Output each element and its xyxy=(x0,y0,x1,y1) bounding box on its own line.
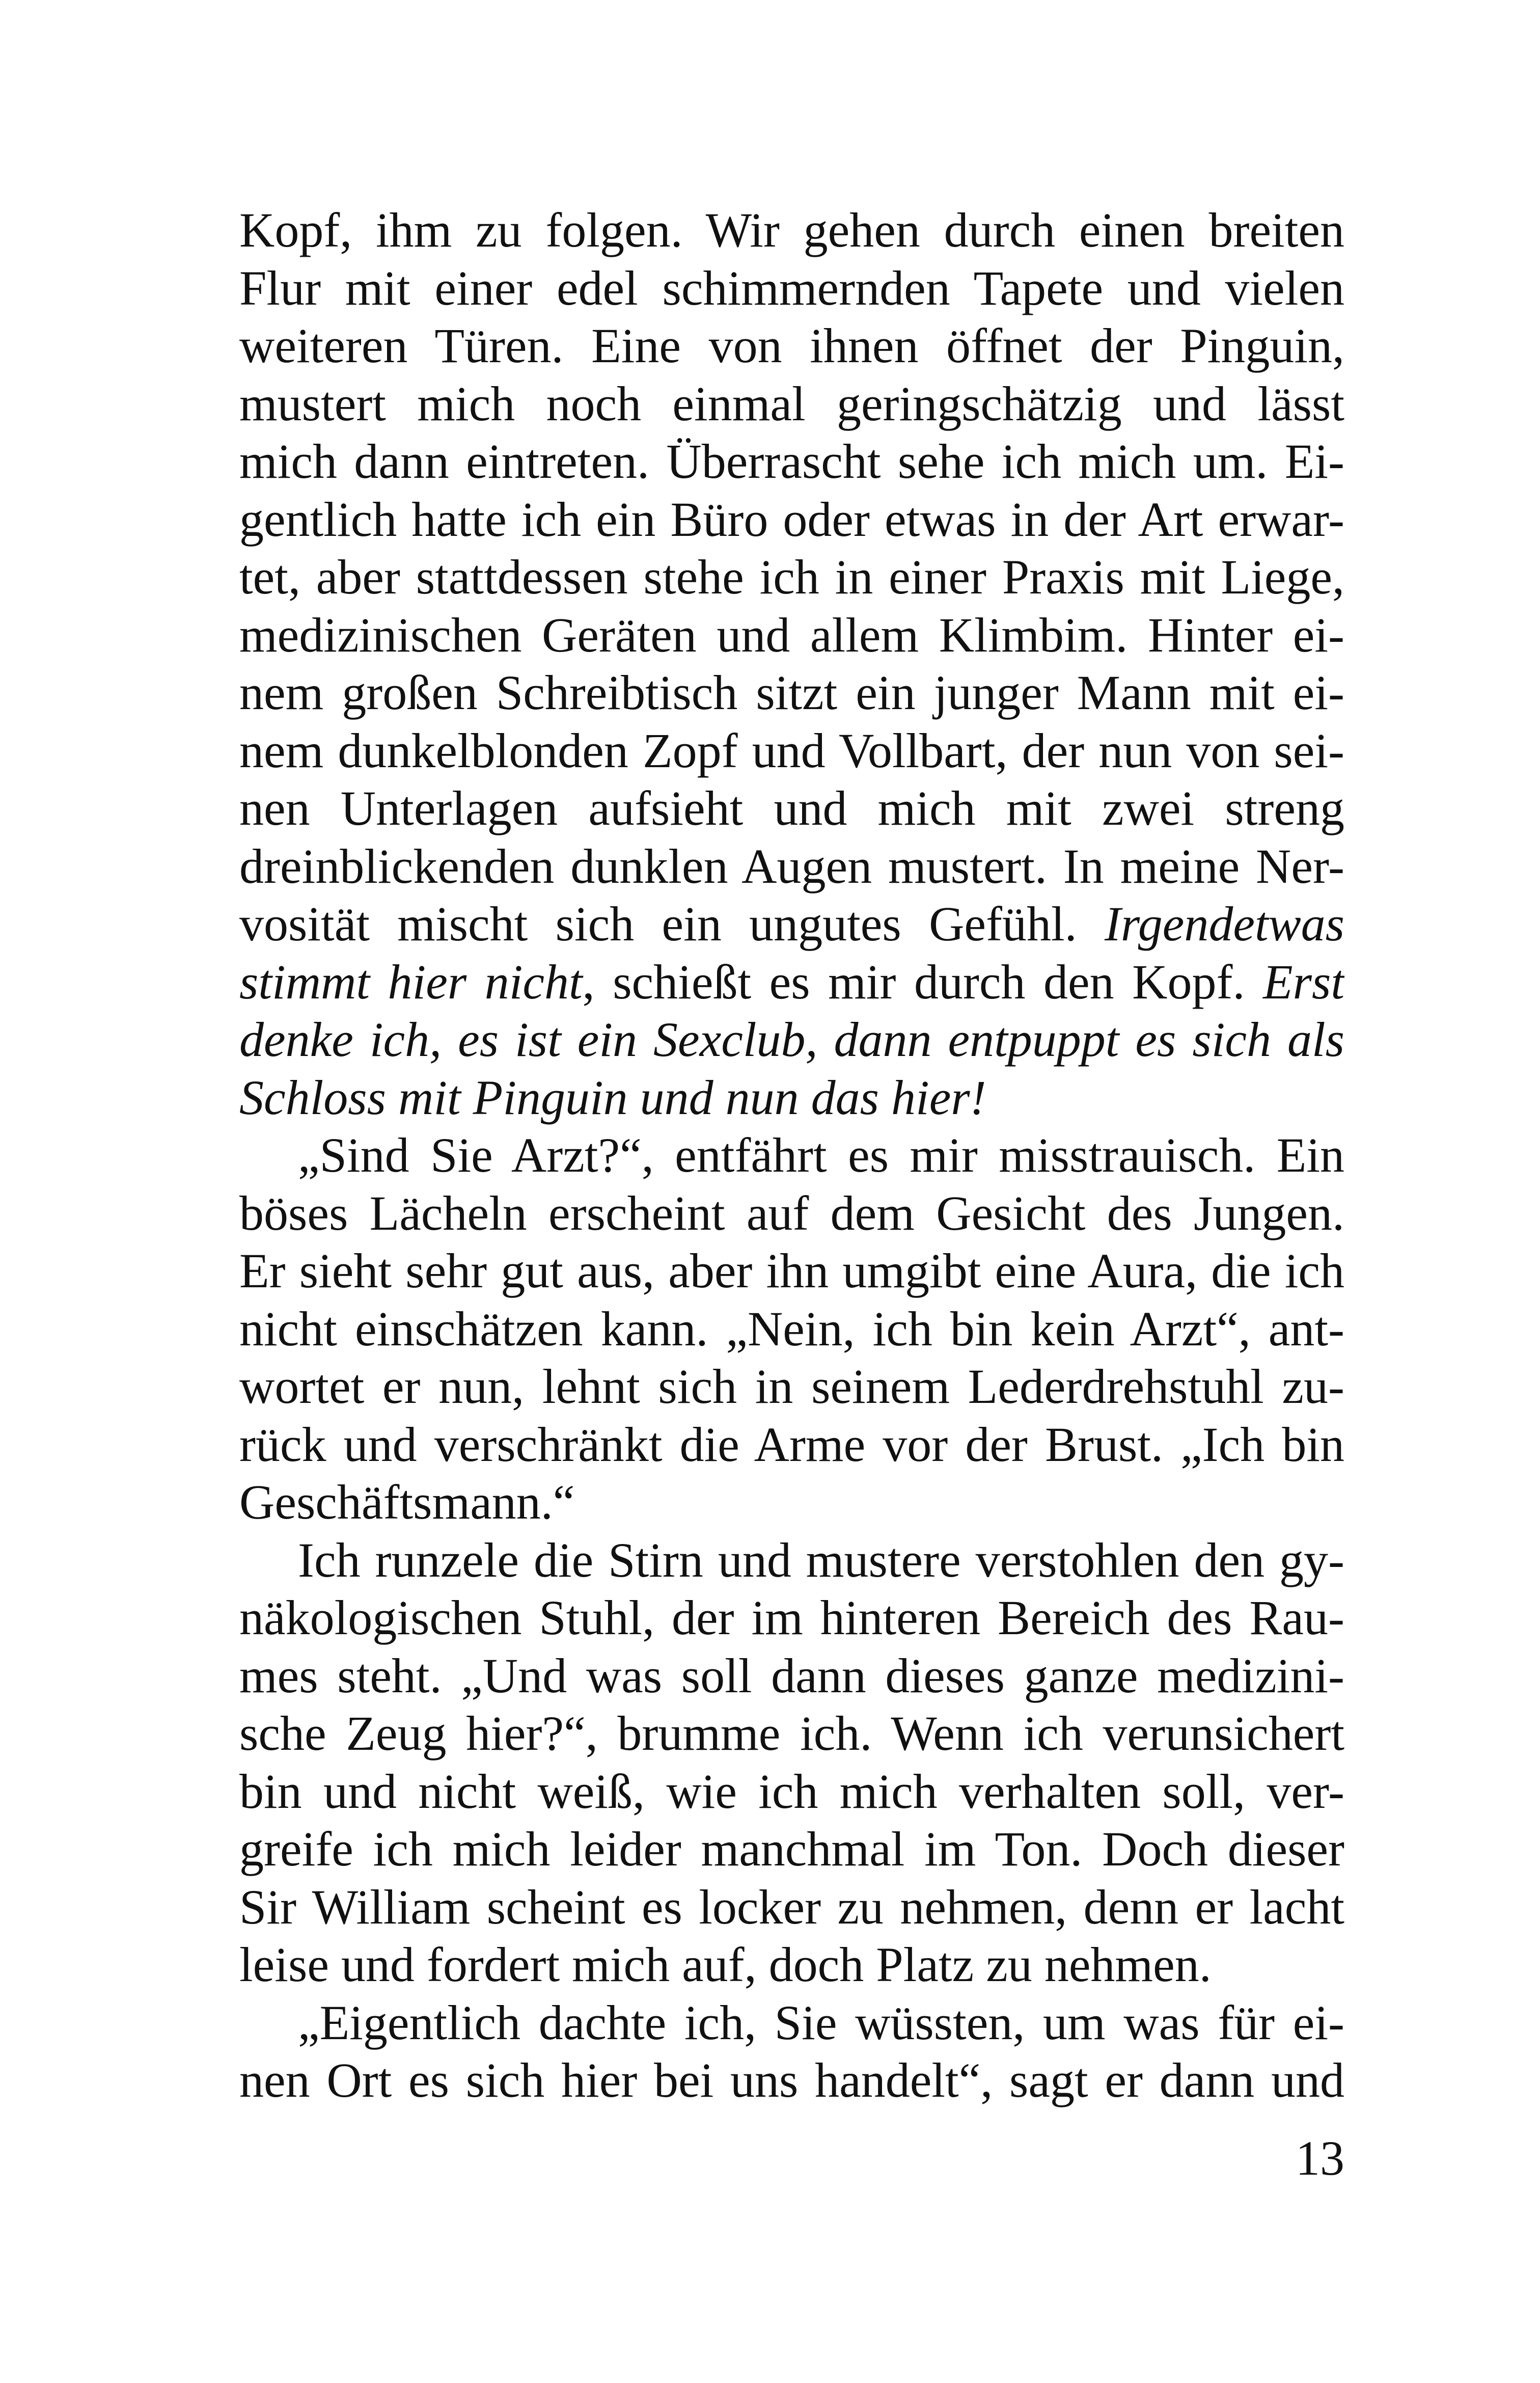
page-number: 13 xyxy=(1296,2131,1344,2185)
text-line: Flur mit einer edel schimmernden Tapete und vielen xyxy=(239,260,1344,315)
text-line: nicht einschätzen kann. „Nein, ich bin kein Arzt“, ant- xyxy=(239,1301,1344,1356)
text-line xyxy=(239,895,1344,953)
text-line: Kopf, ihm zu folgen. Wir gehen durch einen breiten xyxy=(239,203,1344,257)
text-line: böses Lächeln erscheint auf dem Gesicht des Jungen. xyxy=(239,1185,1344,1240)
text-line: leise und fordert mich auf, doch Platz zu nehmen. xyxy=(239,1937,1212,1992)
text-line: Sir William scheint es locker zu nehmen, denn er lacht xyxy=(239,1879,1344,1934)
text-line: nen Unterlagen aufsieht und mich mit zwei streng xyxy=(239,781,1344,835)
text-line: mes steht. „Und was soll dann dieses ganze medizini- xyxy=(239,1648,1344,1703)
text-line: bin und nicht weiß, wie ich mich verhalten soll, ver- xyxy=(239,1764,1344,1819)
text-line: sche Zeug hier?“, brumme ich. Wenn ich verunsichert xyxy=(239,1706,1344,1761)
text-line: nen Ort es sich hier bei uns handelt“, sagt er dann und xyxy=(239,2053,1344,2107)
text-segment: vosität mischt sich ein ungutes Gefühl. xyxy=(239,897,1105,951)
paragraph-first-line: Ich runzele die Stirn und mustere verstohlen den gy- xyxy=(298,1532,1344,1587)
text-line: medizinischen Geräten und allem Klimbim. Hinter ei- xyxy=(239,607,1344,662)
text-line: weiteren Türen. Eine von ihnen öffnet der Pinguin, xyxy=(239,318,1344,373)
text-line: mich dann eintreten. Überrascht sehe ich mich um. Ei- xyxy=(239,434,1344,489)
text-line: greife ich mich leider manchmal im Ton. Doch dieser xyxy=(239,1822,1344,1876)
text-line: dreinblickenden dunklen Augen mustert. In meine Ner- xyxy=(239,838,1344,893)
text-line: Geschäftsmann.“ xyxy=(239,1475,575,1529)
text-line: mustert mich noch einmal geringschätzig und lässt xyxy=(239,376,1344,431)
italic-text-segment: stimmt hier nicht xyxy=(239,954,583,1009)
text-line: wortet er nun, lehnt sich in seinem Lederdrehstuhl zu- xyxy=(239,1359,1344,1414)
text-line: rück und verschränkt die Arme vor der Brust. „Ich bin xyxy=(239,1417,1344,1472)
italic-text-segment: Erst xyxy=(1262,954,1344,1009)
italic-text-line: denke ich, es ist ein Sexclub, dann entpuppt es sich als xyxy=(239,1012,1344,1067)
text-segment: , schießt es mir durch den Kopf. xyxy=(582,954,1263,1009)
italic-text-segment: Irgendetwas xyxy=(1104,897,1344,951)
text-line: gentlich hatte ich ein Büro oder etwas in der Art erwar- xyxy=(239,492,1344,547)
body-text xyxy=(239,201,1344,2109)
paragraph-first-line: „Sind Sie Arzt?“, entfährt es mir misstrauisch. Ein xyxy=(298,1128,1344,1182)
text-line xyxy=(239,953,1344,1011)
text-line: nem großen Schreibtisch sitzt ein junger Mann mit ei- xyxy=(239,665,1344,720)
text-line: Er sieht sehr gut aus, aber ihn umgibt eine Aura, die ich xyxy=(239,1243,1344,1298)
text-line: nem dunkelblonden Zopf und Vollbart, der nun von sei- xyxy=(239,723,1344,778)
italic-text-line: Schloss mit Pinguin und nun das hier! xyxy=(239,1070,986,1125)
paragraph-first-line: „Eigentlich dachte ich, Sie wüssten, um was für ei- xyxy=(298,1995,1344,2050)
text-line: tet, aber stattdessen stehe ich in einer Praxis mit Liege, xyxy=(239,550,1344,604)
text-line: näkologischen Stuhl, der im hinteren Bereich des Rau- xyxy=(239,1590,1344,1645)
